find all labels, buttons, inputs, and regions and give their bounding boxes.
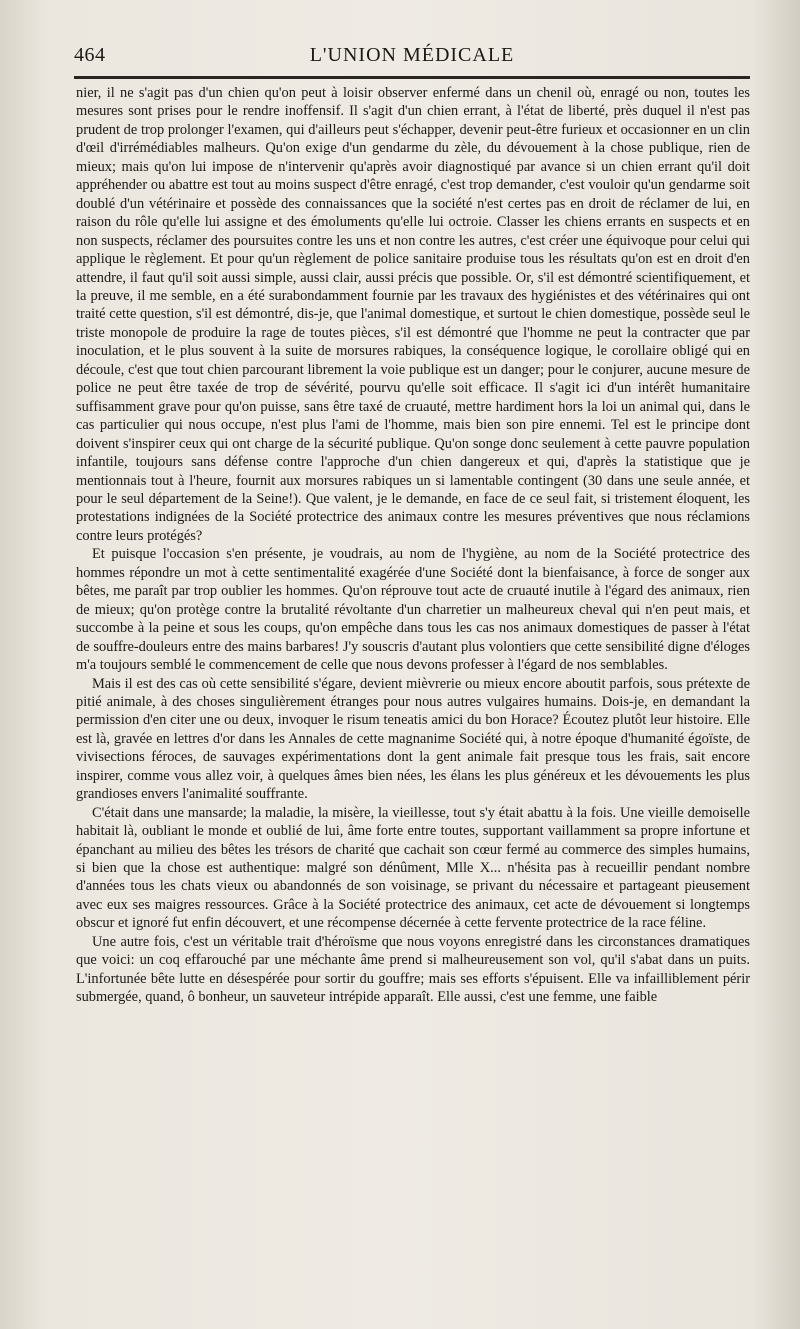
paragraph: nier, il ne s'agit pas d'un chien qu'on peut à loisir observer enfermé dans un chenil où, enragé ou non, toutes les mesures sont prises pour le rendre inoffensif. Il s'agit d'un chien errant, à l'état de liberté, près duquel il n'est pas prudent de trop prolonger l'examen, qui d'ailleurs peut s'échapper, devenir peut-être furieux et occasionner en un clin d'œil d'irrémédiables malheurs. Qu'on exige d'un gendarme du zèle, du dévouement à la chose publique, rien de mieux; mais qu'on lui impose de n'intervenir qu'après avoir diagnostiqué par avance si un chien errant qu'il doit appréhender ou abattre est tout au moins suspect d'être enragé, c'est trop demander, c'est vouloir qu'un gendarme soit doublé d'un vétérinaire et possède des connaissances que la société n'est certes pas en droit de réclamer de lui, en raison du rôle qu'elle lui assigne et des émoluments qu'elle lui octroie. Classer les chiens errants en suspects et en non suspects, réclamer des poursuites contre les uns et non contre les autres, c'est créer une équivoque pour celui qui applique le règlement. Et pour qu'un règlement de police sanitaire produise tous les résultats qu'on est en droit d'en attendre, il faut qu'il soit aussi simple, aussi clair, aussi précis que possible. Or, s'il est démontré scientifiquement, et la preuve, il me semble, en a été surabondamment fournie par les travaux des hygiénistes et des vétérinaires qui ont traité cette question, s'il est démontré, dis-je, que l'animal domestique, et surtout le chien domestique, possède seul le triste monopole de produire la rage de toutes pièces, s'il est démontré que l'homme ne peut la contracter que par inoculation, et le plus souvent à la suite de morsures rabiques, la conséquence logique, le corollaire obligé qui en découle, c'est que tout chien parcourant librement la voie publique est un danger; pour le conjurer, aucune mesure de police ne peut être taxée de trop de sévérité, pourvu qu'elle soit efficace. Il s'agit ici d'un intérêt humanitaire suffisamment grave pour qu'on puisse, sans être taxé de cruauté, mettre hardiment hors la loi un animal qui, dans le cas particulier qui nous occupe, n'est plus l'ami de l'homme, mais bien son pire ennemi. Tel est le principe dont doivent s'inspirer ceux qui ont charge de la sécurité publique. Qu'on songe donc seulement à cette pauvre population infantile, toujours sans défense contre l'approche d'un chien dangereux et qui, d'après la statistique que je mentionnais tout à l'heure, fournit aux morsures rabiques un si lamentable contingent (30 dans une seule année, et pour le seul département de la Seine!). Que valent, je le demande, en face de ce seul fait, si tristement éloquent, les protestations indignées de la Société protectrice des animaux contre les mesures préventives que nous réclamions contre leurs protégés?: [76, 85, 750, 544]
paragraph: C'était dans une mansarde; la maladie, la misère, la vieillesse, tout s'y était abattu à la fois. Une vieille demoiselle habitait là, oubliant le monde et oublié de lui, âme forte entre toutes, supportant vaillamment sa propre infortune et épanchant au milieu des bêtes les trésors de charité que cachait son cœur fermé au commerce des simples humains, si bien que la chose est authentique: malgré son dénûment, Mlle X... n'hésita pas à recueillir pendant nombre d'années tous les chats vieux ou abandonnés de son voisinage, se privant du nécessaire et partageant pieusement avec eux ses maigres ressources. Grâce à la Société protectrice des animaux, cet acte de dévouement si longtemps obscur et ignoré fut enfin découvert, et une récompense décernée à cette fervente protectrice de la race féline.: [76, 804, 750, 932]
paragraph: Une autre fois, c'est un véritable trait d'héroïsme que nous voyons enregistré dans les circonstances dramatiques que voici: un coq effarouché par une méchante âme prend si malheureusement son vol, qu'il s'abat dans un puits. L'infortunée bête lutte en désespérée pour sortir du gouffre; mais ses efforts s'épuisent. Elle va infailliblement périr submergée, quand, ô bonheur, un sauveteur intrépide apparaît. Elle aussi, c'est une femme, une faible: [76, 933, 750, 1006]
page-number: 464: [74, 44, 106, 66]
paragraph: Mais il est des cas où cette sensibilité s'égare, devient mièvrerie ou mieux encore aboutit parfois, sous prétexte de pitié animale, à des choses singulièrement étranges pour nous autres vulgaires humains. Dois-je, en demandant la permission d'en citer une ou deux, invoquer le risum teneatis amici du bon Horace? Écoutez plutôt leur histoire. Elle est là, gravée en lettres d'or dans les Annales de cette magnanime Société qui, à notre époque d'humanité égoïste, de vivisections féroces, de sauvages expérimentations dont la gent animale fait presque tous les frais, sait encore inspirer, comme vous allez voir, à quelques âmes bien nées, les élans les plus généreux et les dévouements les plus grandioses envers l'animalité souffrante.: [76, 675, 750, 803]
header-rule: [74, 76, 750, 79]
running-title: L'UNION MÉDICALE: [309, 44, 515, 66]
paragraph: Et puisque l'occasion s'en présente, je voudrais, au nom de l'hygiène, au nom de la Société protectrice des hommes répondre un mot à cette sentimentalité exagérée d'une Société dont la bienfaisance, à force de songer aux bêtes, me paraît par trop oublier les hommes. Qu'on réprouve tout acte de cruauté inutile à l'égard des animaux, rien de mieux; qu'on protège contre la brutalité révoltante d'un charretier un malheureux cheval qui n'en peut mais, et succombe à la peine et sous les coups, qu'on empêche dans tous les cas nos animaux domestiques de passer à l'état de souffre-douleurs entre des mains barbares! J'y souscris d'autant plus volontiers que cette sensibilité digne d'éloges m'a toujours semblé le commencement de celle que nous devons professer à l'égard de nos semblables.: [76, 546, 750, 674]
page-header: [74, 42, 750, 72]
article-body: [76, 84, 750, 1007]
